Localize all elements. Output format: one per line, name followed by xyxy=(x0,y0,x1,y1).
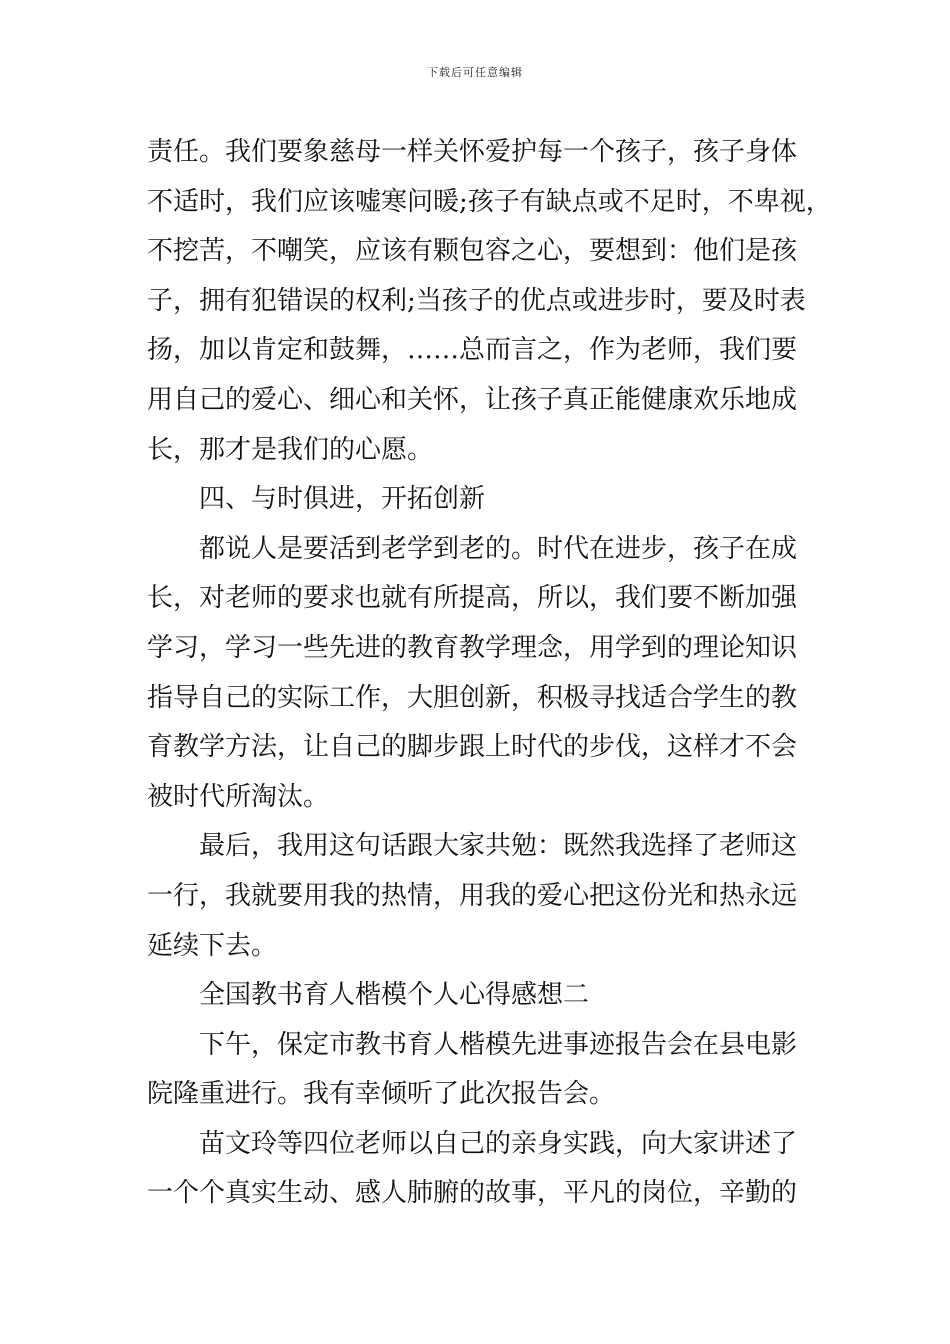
text-line: 被时代所淘汰。 xyxy=(147,781,330,812)
text-line: 长，那才是我们的心愿。 xyxy=(147,434,434,465)
text-line: 延续下去。 xyxy=(147,930,278,961)
text-line: 指导自己的实际工作，大胆创新，积极寻找适合学生的教 xyxy=(147,682,798,713)
text-line: 用自己的爱心、细心和关怀，让孩子真正能健康欢乐地成 xyxy=(147,384,798,415)
text-line: 最后，我用这句话跟大家共勉：既然我选择了老师这 xyxy=(199,831,798,862)
text-line: 都说人是要活到老学到老的。时代在进步，孩子在成 xyxy=(199,533,798,564)
text-line: 院隆重进行。我有幸倾听了此次报告会。 xyxy=(147,1079,616,1110)
section-heading: 全国教书育人楷模个人心得感想二 xyxy=(199,980,590,1011)
text-line: 不适时，我们应该嘘寒问暖;孩子有缺点或不足时，不卑视， xyxy=(147,186,832,217)
text-line: 子，拥有犯错误的权利;当孩子的优点或进步时，要及时表 xyxy=(147,285,806,316)
page-header: 下载后可任意编辑 xyxy=(427,66,523,79)
text-line: 学习，学习一些先进的教育教学理念，用学到的理论知识 xyxy=(147,632,798,663)
document-body xyxy=(147,128,832,1219)
text-line: 一个个真实生动、感人肺腑的故事，平凡的岗位，辛勤的 xyxy=(147,1178,798,1209)
text-line: 育教学方法，让自己的脚步跟上时代的步伐，这样才不会 xyxy=(147,732,798,763)
section-heading: 四、与时俱进，开拓创新 xyxy=(199,484,486,515)
text-line: 一行，我就要用我的热情，用我的爱心把这份光和热永远 xyxy=(147,880,798,911)
text-line: 下午，保定市教书育人楷模先进事迹报告会在县电影 xyxy=(199,1029,798,1060)
text-line: 苗文玲等四位老师以自己的亲身实践，向大家讲述了 xyxy=(199,1128,798,1159)
text-line: 不挖苦，不嘲笑，应该有颗包容之心，要想到：他们是孩 xyxy=(147,236,798,267)
text-line: 长，对老师的要求也就有所提高，所以，我们要不断加强 xyxy=(147,583,798,614)
text-line: 扬，加以肯定和鼓舞，……总而言之，作为老师，我们要 xyxy=(147,335,798,366)
text-line: 责任。我们要象慈母一样关怀爱护每一个孩子，孩子身体 xyxy=(147,137,798,167)
